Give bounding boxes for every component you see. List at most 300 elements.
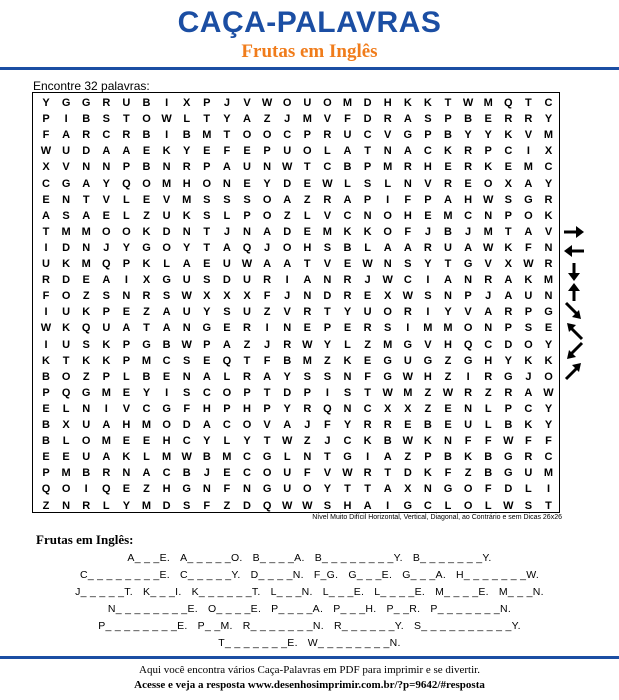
grid-letter[interactable]: M bbox=[302, 354, 312, 367]
grid-letter[interactable]: P bbox=[444, 113, 452, 126]
grid-letter[interactable]: P bbox=[263, 145, 271, 158]
grid-letter[interactable]: G bbox=[383, 370, 392, 383]
grid-letter[interactable]: D bbox=[162, 225, 171, 238]
grid-letter[interactable]: L bbox=[123, 209, 130, 222]
grid-letter[interactable]: X bbox=[62, 419, 70, 431]
grid-letter[interactable]: Z bbox=[263, 113, 271, 126]
grid-letter[interactable]: A bbox=[484, 306, 493, 319]
grid-letter[interactable]: U bbox=[42, 258, 50, 270]
grid-letter[interactable]: S bbox=[62, 209, 70, 222]
grid-letter[interactable]: P bbox=[504, 402, 512, 415]
grid-letter[interactable]: U bbox=[283, 483, 292, 496]
grid-letter[interactable]: Z bbox=[42, 499, 50, 512]
grid-letter[interactable]: M bbox=[61, 467, 71, 480]
grid-letter[interactable]: H bbox=[162, 483, 171, 496]
grid-letter[interactable]: I bbox=[165, 386, 169, 399]
grid-letter[interactable]: F bbox=[484, 435, 492, 448]
grid-letter[interactable]: S bbox=[243, 193, 251, 206]
grid-letter[interactable]: M bbox=[523, 161, 533, 174]
grid-letter[interactable]: X bbox=[544, 145, 553, 158]
grid-letter[interactable]: C bbox=[403, 274, 412, 287]
grid-letter[interactable]: T bbox=[525, 97, 532, 109]
grid-letter[interactable]: L bbox=[484, 402, 492, 415]
grid-letter[interactable]: B bbox=[142, 97, 151, 109]
grid-letter[interactable]: E bbox=[142, 435, 151, 448]
grid-letter[interactable]: W bbox=[382, 386, 393, 399]
grid-letter[interactable]: C bbox=[363, 129, 372, 142]
grid-letter[interactable]: X bbox=[504, 258, 512, 270]
grid-letter[interactable]: F bbox=[42, 290, 50, 303]
grid-letter[interactable]: I bbox=[104, 402, 108, 415]
grid-letter[interactable]: X bbox=[203, 290, 211, 303]
grid-letter[interactable]: O bbox=[463, 499, 473, 512]
grid-letter[interactable]: B bbox=[82, 467, 91, 480]
grid-letter[interactable]: L bbox=[344, 177, 351, 190]
grid-letter[interactable]: O bbox=[202, 177, 212, 190]
grid-letter[interactable]: Y bbox=[544, 177, 553, 190]
grid-letter[interactable]: N bbox=[82, 402, 91, 415]
grid-letter[interactable]: R bbox=[383, 419, 392, 431]
grid-letter[interactable]: M bbox=[81, 258, 91, 270]
grid-letter[interactable]: U bbox=[283, 145, 292, 158]
grid-letter[interactable]: V bbox=[323, 113, 332, 126]
grid-letter[interactable]: D bbox=[283, 177, 292, 190]
grid-letter[interactable]: I bbox=[265, 322, 269, 335]
grid-letter[interactable]: T bbox=[384, 467, 392, 480]
grid-letter[interactable]: B bbox=[182, 467, 191, 480]
grid-letter[interactable]: I bbox=[165, 129, 169, 142]
grid-letter[interactable]: K bbox=[102, 338, 111, 351]
grid-letter[interactable]: A bbox=[222, 161, 231, 174]
grid-letter[interactable]: C bbox=[162, 354, 171, 367]
grid-letter[interactable]: I bbox=[406, 322, 410, 335]
grid-letter[interactable]: K bbox=[343, 354, 352, 367]
grid-letter[interactable]: R bbox=[504, 113, 513, 126]
grid-letter[interactable]: J bbox=[264, 338, 271, 351]
grid-letter[interactable]: E bbox=[243, 145, 251, 158]
grid-letter[interactable]: M bbox=[443, 322, 453, 335]
grid-letter[interactable]: A bbox=[403, 113, 412, 126]
grid-letter[interactable]: K bbox=[423, 435, 432, 448]
grid-letter[interactable]: H bbox=[423, 370, 432, 383]
grid-letter[interactable]: G bbox=[403, 129, 413, 142]
grid-letter[interactable]: L bbox=[102, 499, 110, 512]
grid-letter[interactable]: R bbox=[504, 386, 513, 399]
grid-letter[interactable]: Y bbox=[283, 370, 291, 383]
grid-letter[interactable]: F bbox=[223, 145, 231, 158]
grid-letter[interactable]: T bbox=[243, 354, 251, 367]
grid-letter[interactable]: P bbox=[122, 338, 131, 351]
grid-letter[interactable]: A bbox=[444, 193, 452, 206]
grid-letter[interactable]: D bbox=[363, 97, 372, 109]
grid-letter[interactable]: M bbox=[483, 97, 493, 109]
grid-letter[interactable]: J bbox=[465, 225, 472, 238]
grid-letter[interactable]: N bbox=[303, 451, 312, 464]
grid-letter[interactable]: X bbox=[42, 161, 50, 174]
grid-letter[interactable]: E bbox=[363, 290, 372, 303]
grid-letter[interactable]: U bbox=[524, 290, 533, 303]
grid-letter[interactable]: L bbox=[223, 370, 231, 383]
grid-letter[interactable]: O bbox=[242, 419, 252, 431]
grid-letter[interactable]: M bbox=[342, 97, 353, 109]
grid-letter[interactable]: Y bbox=[102, 177, 110, 190]
grid-letter[interactable]: B bbox=[162, 338, 171, 351]
grid-letter[interactable]: Y bbox=[323, 338, 332, 351]
grid-letter[interactable]: C bbox=[102, 129, 111, 142]
grid-letter[interactable]: C bbox=[484, 338, 493, 351]
grid-letter[interactable]: R bbox=[544, 193, 553, 206]
grid-letter[interactable]: H bbox=[202, 402, 211, 415]
grid-letter[interactable]: Q bbox=[262, 499, 272, 512]
grid-letter[interactable]: R bbox=[484, 274, 493, 287]
grid-letter[interactable]: L bbox=[123, 193, 130, 206]
grid-letter[interactable]: G bbox=[443, 483, 453, 496]
grid-letter[interactable]: M bbox=[423, 322, 433, 335]
grid-letter[interactable]: R bbox=[343, 274, 352, 287]
grid-letter[interactable]: Z bbox=[82, 370, 90, 383]
grid-letter[interactable]: T bbox=[263, 435, 271, 448]
grid-letter[interactable]: N bbox=[383, 145, 392, 158]
grid-letter[interactable]: F bbox=[344, 113, 351, 126]
grid-letter[interactable]: F bbox=[404, 193, 412, 206]
grid-letter[interactable]: N bbox=[62, 499, 71, 512]
grid-letter[interactable]: E bbox=[303, 322, 311, 335]
grid-letter[interactable]: E bbox=[504, 161, 512, 174]
grid-letter[interactable]: A bbox=[202, 419, 211, 431]
grid-letter[interactable]: O bbox=[383, 306, 392, 319]
grid-letter[interactable]: K bbox=[504, 241, 513, 254]
grid-letter[interactable]: K bbox=[544, 209, 553, 222]
grid-letter[interactable]: E bbox=[142, 145, 151, 158]
grid-letter[interactable]: U bbox=[222, 258, 231, 270]
grid-letter[interactable]: S bbox=[323, 370, 332, 383]
grid-letter[interactable]: N bbox=[243, 225, 251, 238]
grid-letter[interactable]: L bbox=[484, 419, 492, 431]
grid-letter[interactable]: U bbox=[162, 209, 171, 222]
grid-letter[interactable]: F bbox=[364, 370, 371, 383]
grid-letter[interactable]: J bbox=[324, 435, 331, 448]
grid-letter[interactable]: R bbox=[423, 241, 432, 254]
grid-letter[interactable]: M bbox=[543, 467, 554, 480]
grid-letter[interactable]: A bbox=[464, 241, 473, 254]
grid-letter[interactable]: P bbox=[484, 145, 492, 158]
grid-letter[interactable]: K bbox=[524, 274, 533, 287]
grid-letter[interactable]: W bbox=[302, 338, 313, 351]
grid-letter[interactable]: A bbox=[42, 209, 50, 222]
grid-letter[interactable]: R bbox=[403, 306, 412, 319]
grid-letter[interactable]: U bbox=[524, 467, 533, 480]
grid-letter[interactable]: N bbox=[82, 161, 91, 174]
grid-letter[interactable]: Y bbox=[203, 435, 211, 448]
grid-letter[interactable]: K bbox=[343, 225, 352, 238]
grid-letter[interactable]: W bbox=[482, 193, 494, 206]
grid-letter[interactable]: C bbox=[42, 177, 50, 190]
grid-letter[interactable]: Y bbox=[444, 306, 452, 319]
grid-letter[interactable]: M bbox=[81, 225, 91, 238]
grid-letter[interactable]: N bbox=[283, 322, 292, 335]
grid-letter[interactable]: D bbox=[182, 419, 191, 431]
grid-letter[interactable]: E bbox=[544, 322, 553, 335]
grid-letter[interactable]: Z bbox=[424, 402, 432, 415]
grid-letter[interactable]: F bbox=[464, 435, 472, 448]
grid-letter[interactable]: O bbox=[222, 386, 232, 399]
grid-letter[interactable]: W bbox=[523, 258, 534, 270]
grid-letter[interactable]: R bbox=[464, 161, 473, 174]
grid-letter[interactable]: Q bbox=[81, 322, 91, 335]
grid-letter[interactable]: X bbox=[243, 290, 251, 303]
grid-letter[interactable]: X bbox=[223, 290, 231, 303]
grid-letter[interactable]: E bbox=[363, 354, 372, 367]
grid-letter[interactable]: K bbox=[544, 354, 553, 367]
grid-letter[interactable]: P bbox=[504, 322, 512, 335]
grid-letter[interactable]: W bbox=[261, 97, 273, 109]
grid-letter[interactable]: R bbox=[82, 129, 91, 142]
grid-letter[interactable]: B bbox=[343, 161, 352, 174]
grid-letter[interactable]: E bbox=[122, 483, 131, 496]
grid-letter[interactable]: R bbox=[343, 290, 352, 303]
grid-letter[interactable]: Z bbox=[444, 370, 452, 383]
grid-letter[interactable]: B bbox=[343, 241, 352, 254]
grid-letter[interactable]: I bbox=[325, 386, 329, 399]
grid-letter[interactable]: R bbox=[323, 193, 332, 206]
grid-letter[interactable]: I bbox=[426, 274, 430, 287]
grid-letter[interactable]: K bbox=[122, 451, 131, 464]
grid-letter[interactable]: J bbox=[203, 467, 210, 480]
grid-letter[interactable]: P bbox=[243, 386, 251, 399]
grid-letter[interactable]: B bbox=[383, 435, 392, 448]
grid-letter[interactable]: G bbox=[504, 370, 513, 383]
grid-letter[interactable]: E bbox=[122, 435, 131, 448]
grid-letter[interactable]: O bbox=[463, 322, 473, 335]
grid-letter[interactable]: A bbox=[263, 370, 272, 383]
grid-letter[interactable]: N bbox=[303, 290, 312, 303]
grid-letter[interactable]: R bbox=[464, 386, 473, 399]
grid-letter[interactable]: A bbox=[263, 225, 272, 238]
grid-letter[interactable]: E bbox=[203, 145, 211, 158]
grid-letter[interactable]: I bbox=[466, 370, 470, 383]
grid-letter[interactable]: C bbox=[544, 97, 553, 109]
grid-letter[interactable]: V bbox=[323, 467, 332, 480]
grid-letter[interactable]: U bbox=[444, 241, 452, 254]
grid-letter[interactable]: W bbox=[281, 435, 293, 448]
grid-letter[interactable]: S bbox=[524, 322, 533, 335]
grid-letter[interactable]: B bbox=[182, 129, 191, 142]
grid-letter[interactable]: J bbox=[525, 370, 532, 383]
grid-letter[interactable]: E bbox=[343, 322, 352, 335]
grid-letter[interactable]: G bbox=[463, 354, 473, 367]
grid-letter[interactable]: F bbox=[324, 419, 331, 431]
grid-letter[interactable]: G bbox=[142, 338, 151, 351]
grid-letter[interactable]: I bbox=[546, 483, 551, 496]
grid-letter[interactable]: O bbox=[323, 97, 332, 109]
grid-letter[interactable]: N bbox=[323, 274, 332, 287]
grid-letter[interactable]: C bbox=[343, 209, 352, 222]
grid-letter[interactable]: E bbox=[223, 322, 231, 335]
grid-letter[interactable]: G bbox=[403, 499, 413, 512]
grid-letter[interactable]: X bbox=[183, 97, 191, 109]
grid-letter[interactable]: Q bbox=[504, 97, 513, 109]
grid-letter[interactable]: F bbox=[303, 467, 311, 480]
grid-letter[interactable]: L bbox=[364, 241, 371, 254]
grid-letter[interactable]: D bbox=[504, 483, 513, 496]
grid-letter[interactable]: I bbox=[386, 193, 390, 206]
grid-letter[interactable]: Z bbox=[424, 386, 432, 399]
grid-letter[interactable]: K bbox=[182, 209, 191, 222]
grid-letter[interactable]: A bbox=[182, 258, 191, 270]
grid-letter[interactable]: R bbox=[484, 370, 493, 383]
grid-letter[interactable]: M bbox=[483, 225, 493, 238]
grid-letter[interactable]: F bbox=[263, 354, 271, 367]
grid-letter[interactable]: B bbox=[444, 225, 452, 238]
grid-letter[interactable]: W bbox=[181, 290, 192, 303]
grid-letter[interactable]: K bbox=[102, 354, 111, 367]
grid-letter[interactable]: T bbox=[82, 193, 90, 206]
grid-letter[interactable]: Z bbox=[143, 209, 150, 222]
grid-letter[interactable]: A bbox=[283, 258, 292, 270]
grid-letter[interactable]: J bbox=[223, 225, 230, 238]
grid-letter[interactable]: Y bbox=[544, 402, 553, 415]
grid-letter[interactable]: R bbox=[323, 129, 332, 142]
grid-letter[interactable]: C bbox=[544, 451, 553, 464]
grid-letter[interactable]: L bbox=[324, 145, 331, 158]
grid-letter[interactable]: L bbox=[384, 177, 392, 190]
grid-letter[interactable]: H bbox=[243, 402, 251, 415]
grid-letter[interactable]: Q bbox=[61, 386, 71, 399]
grid-letter[interactable]: R bbox=[82, 499, 91, 512]
grid-letter[interactable]: E bbox=[142, 193, 151, 206]
grid-letter[interactable]: T bbox=[223, 129, 231, 142]
grid-letter[interactable]: S bbox=[162, 290, 171, 303]
grid-letter[interactable]: S bbox=[524, 499, 533, 512]
grid-letter[interactable]: R bbox=[383, 113, 392, 126]
grid-letter[interactable]: L bbox=[344, 338, 351, 351]
grid-letter[interactable]: R bbox=[283, 338, 292, 351]
grid-letter[interactable]: T bbox=[203, 113, 211, 126]
grid-letter[interactable]: O bbox=[262, 209, 272, 222]
grid-letter[interactable]: T bbox=[303, 161, 311, 174]
grid-letter[interactable]: F bbox=[263, 290, 271, 303]
grid-letter[interactable]: A bbox=[82, 177, 91, 190]
grid-letter[interactable]: R bbox=[102, 467, 111, 480]
grid-letter[interactable]: D bbox=[82, 145, 91, 158]
grid-letter[interactable]: V bbox=[323, 258, 332, 270]
grid-letter[interactable]: O bbox=[303, 145, 312, 158]
grid-letter[interactable]: O bbox=[282, 97, 292, 109]
grid-letter[interactable]: M bbox=[383, 161, 393, 174]
grid-letter[interactable]: A bbox=[102, 145, 111, 158]
grid-letter[interactable]: W bbox=[543, 386, 554, 399]
grid-letter[interactable]: H bbox=[423, 161, 432, 174]
grid-letter[interactable]: T bbox=[364, 483, 371, 496]
grid-letter[interactable]: O bbox=[61, 483, 71, 496]
grid-letter[interactable]: E bbox=[303, 177, 311, 190]
grid-letter[interactable]: G bbox=[142, 241, 151, 254]
grid-letter[interactable]: K bbox=[444, 145, 452, 158]
grid-letter[interactable]: W bbox=[382, 274, 393, 287]
grid-letter[interactable]: E bbox=[42, 451, 50, 464]
grid-letter[interactable]: C bbox=[464, 209, 473, 222]
grid-letter[interactable]: B bbox=[464, 113, 473, 126]
grid-letter[interactable]: W bbox=[281, 161, 293, 174]
grid-letter[interactable]: D bbox=[283, 386, 292, 399]
grid-letter[interactable]: C bbox=[343, 435, 352, 448]
grid-letter[interactable]: J bbox=[364, 274, 371, 287]
grid-letter[interactable]: H bbox=[464, 193, 473, 206]
grid-letter[interactable]: Z bbox=[82, 290, 90, 303]
grid-letter[interactable]: Y bbox=[142, 386, 151, 399]
grid-letter[interactable]: Y bbox=[544, 113, 553, 126]
grid-letter[interactable]: S bbox=[223, 306, 231, 319]
grid-letter[interactable]: K bbox=[142, 225, 151, 238]
grid-letter[interactable]: R bbox=[263, 274, 272, 287]
grid-letter[interactable]: Q bbox=[323, 402, 332, 415]
grid-letter[interactable]: M bbox=[101, 386, 111, 399]
grid-letter[interactable]: Y bbox=[343, 419, 352, 431]
grid-letter[interactable]: A bbox=[102, 274, 111, 287]
grid-letter[interactable]: N bbox=[444, 290, 452, 303]
grid-letter[interactable]: R bbox=[122, 129, 131, 142]
grid-letter[interactable]: G bbox=[262, 483, 272, 496]
grid-letter[interactable]: T bbox=[344, 483, 351, 496]
grid-letter[interactable]: G bbox=[61, 97, 71, 109]
grid-letter[interactable]: M bbox=[162, 177, 172, 190]
grid-letter[interactable]: A bbox=[202, 370, 211, 383]
grid-letter[interactable]: T bbox=[364, 145, 371, 158]
grid-letter[interactable]: J bbox=[284, 290, 291, 303]
grid-letter[interactable]: T bbox=[143, 322, 150, 335]
grid-letter[interactable]: D bbox=[283, 225, 292, 238]
grid-letter[interactable]: S bbox=[183, 499, 191, 512]
grid-letter[interactable]: M bbox=[383, 338, 393, 351]
grid-letter[interactable]: A bbox=[504, 274, 513, 287]
grid-letter[interactable]: S bbox=[203, 193, 211, 206]
grid-letter[interactable]: L bbox=[484, 499, 492, 512]
grid-letter[interactable]: I bbox=[426, 306, 430, 319]
grid-letter[interactable]: M bbox=[322, 225, 332, 238]
grid-letter[interactable]: W bbox=[302, 499, 313, 512]
grid-letter[interactable]: H bbox=[303, 241, 312, 254]
grid-letter[interactable]: T bbox=[42, 225, 50, 238]
grid-letter[interactable]: G bbox=[343, 451, 352, 464]
grid-letter[interactable]: P bbox=[42, 467, 50, 480]
grid-letter[interactable]: K bbox=[62, 258, 71, 270]
grid-letter[interactable]: X bbox=[404, 402, 412, 415]
grid-letter[interactable]: M bbox=[543, 129, 554, 142]
grid-letter[interactable]: N bbox=[403, 177, 412, 190]
grid-letter[interactable]: M bbox=[202, 129, 212, 142]
grid-letter[interactable]: B bbox=[444, 129, 452, 142]
grid-letter[interactable]: O bbox=[524, 338, 533, 351]
grid-letter[interactable]: E bbox=[404, 419, 412, 431]
grid-letter[interactable]: F bbox=[42, 129, 50, 142]
grid-letter[interactable]: J bbox=[304, 419, 311, 431]
grid-letter[interactable]: R bbox=[504, 306, 513, 319]
grid-letter[interactable]: Y bbox=[544, 338, 553, 351]
grid-letter[interactable]: M bbox=[302, 113, 312, 126]
grid-letter[interactable]: N bbox=[423, 483, 432, 496]
grid-letter[interactable]: U bbox=[82, 451, 91, 464]
grid-letter[interactable]: U bbox=[243, 274, 251, 287]
grid-letter[interactable]: S bbox=[404, 258, 412, 270]
grid-letter[interactable]: K bbox=[363, 435, 372, 448]
grid-letter[interactable]: Y bbox=[243, 435, 251, 448]
grid-letter[interactable]: O bbox=[262, 467, 272, 480]
grid-letter[interactable]: C bbox=[363, 402, 372, 415]
grid-letter[interactable]: P bbox=[424, 451, 432, 464]
grid-letter[interactable]: H bbox=[383, 97, 392, 109]
grid-letter[interactable]: W bbox=[462, 97, 474, 109]
grid-letter[interactable]: W bbox=[322, 177, 333, 190]
